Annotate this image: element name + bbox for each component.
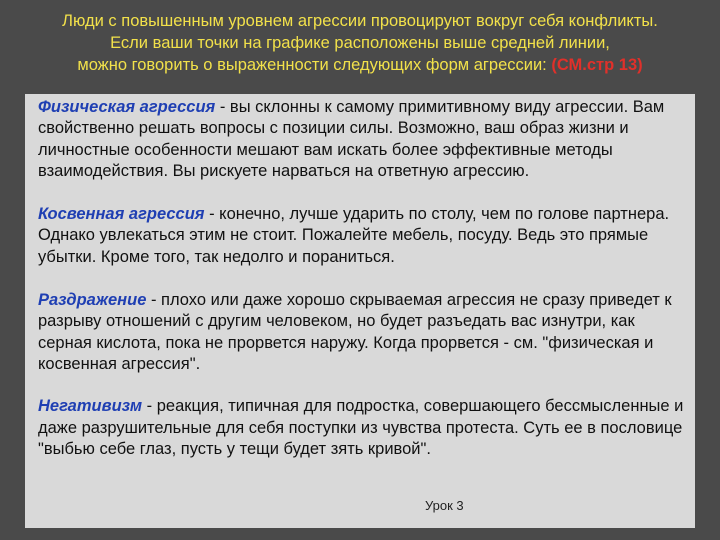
header-line-2: Если ваши точки на графике расположены выше средней линии, [110, 34, 610, 52]
content-panel [25, 94, 695, 528]
section-text: - плохо или даже хорошо скрываемая агрессия не сразу приведет к разрыву отношений с другим человеком, но будет разъедать вас изнутри, как серная кислота, пока не прорвется наружу. Когда прорвется - см. "физическая и косвенная агрессия". [38, 291, 672, 373]
header-line-3 [0, 54, 720, 76]
section-irritation [38, 290, 688, 375]
page-reference: (СМ.стр 13) [551, 56, 643, 74]
slide-header [0, 10, 720, 76]
section-text: - конечно, лучше ударить по столу, чем по голове партнера. Однако увлекаться этим не стоит. Пожалейте мебель, посуду. Ведь это прямые убытки. Кроме того, так недолго и пораниться. [38, 205, 670, 266]
section-text: - реакция, типичная для подростка, совершающего бессмысленные и даже разрушительные для себя поступки из чувства протеста. Суть ее в пословице "выбью себе глаз, пусть у тещи будет зять кривой". [38, 397, 684, 458]
section-negativism [38, 396, 688, 460]
section-physical-aggression [38, 97, 688, 182]
section-term: Косвенная агрессия [38, 205, 205, 224]
lesson-label: Урок 3 [425, 498, 464, 513]
section-term: Негативизм [38, 397, 143, 416]
section-term: Раздражение [38, 291, 147, 310]
section-indirect-aggression [38, 204, 688, 268]
header-line-1: Люди с повышенным уровнем агрессии провоцируют вокруг себя конфликты. [62, 12, 658, 30]
header-line-3-text: можно говорить о выраженности следующих форм агрессии: [77, 56, 552, 74]
section-text: - вы склонны к самому примитивному виду агрессии. Вам свойственно решать вопросы с позиции силы. Возможно, ваш образ жизни и личностные особенности мешают вам искать более эффективные методы взаимодействия. Вы рискуете нарваться на ответную агрессию. [38, 98, 665, 180]
section-term: Физическая агрессия [38, 98, 216, 116]
